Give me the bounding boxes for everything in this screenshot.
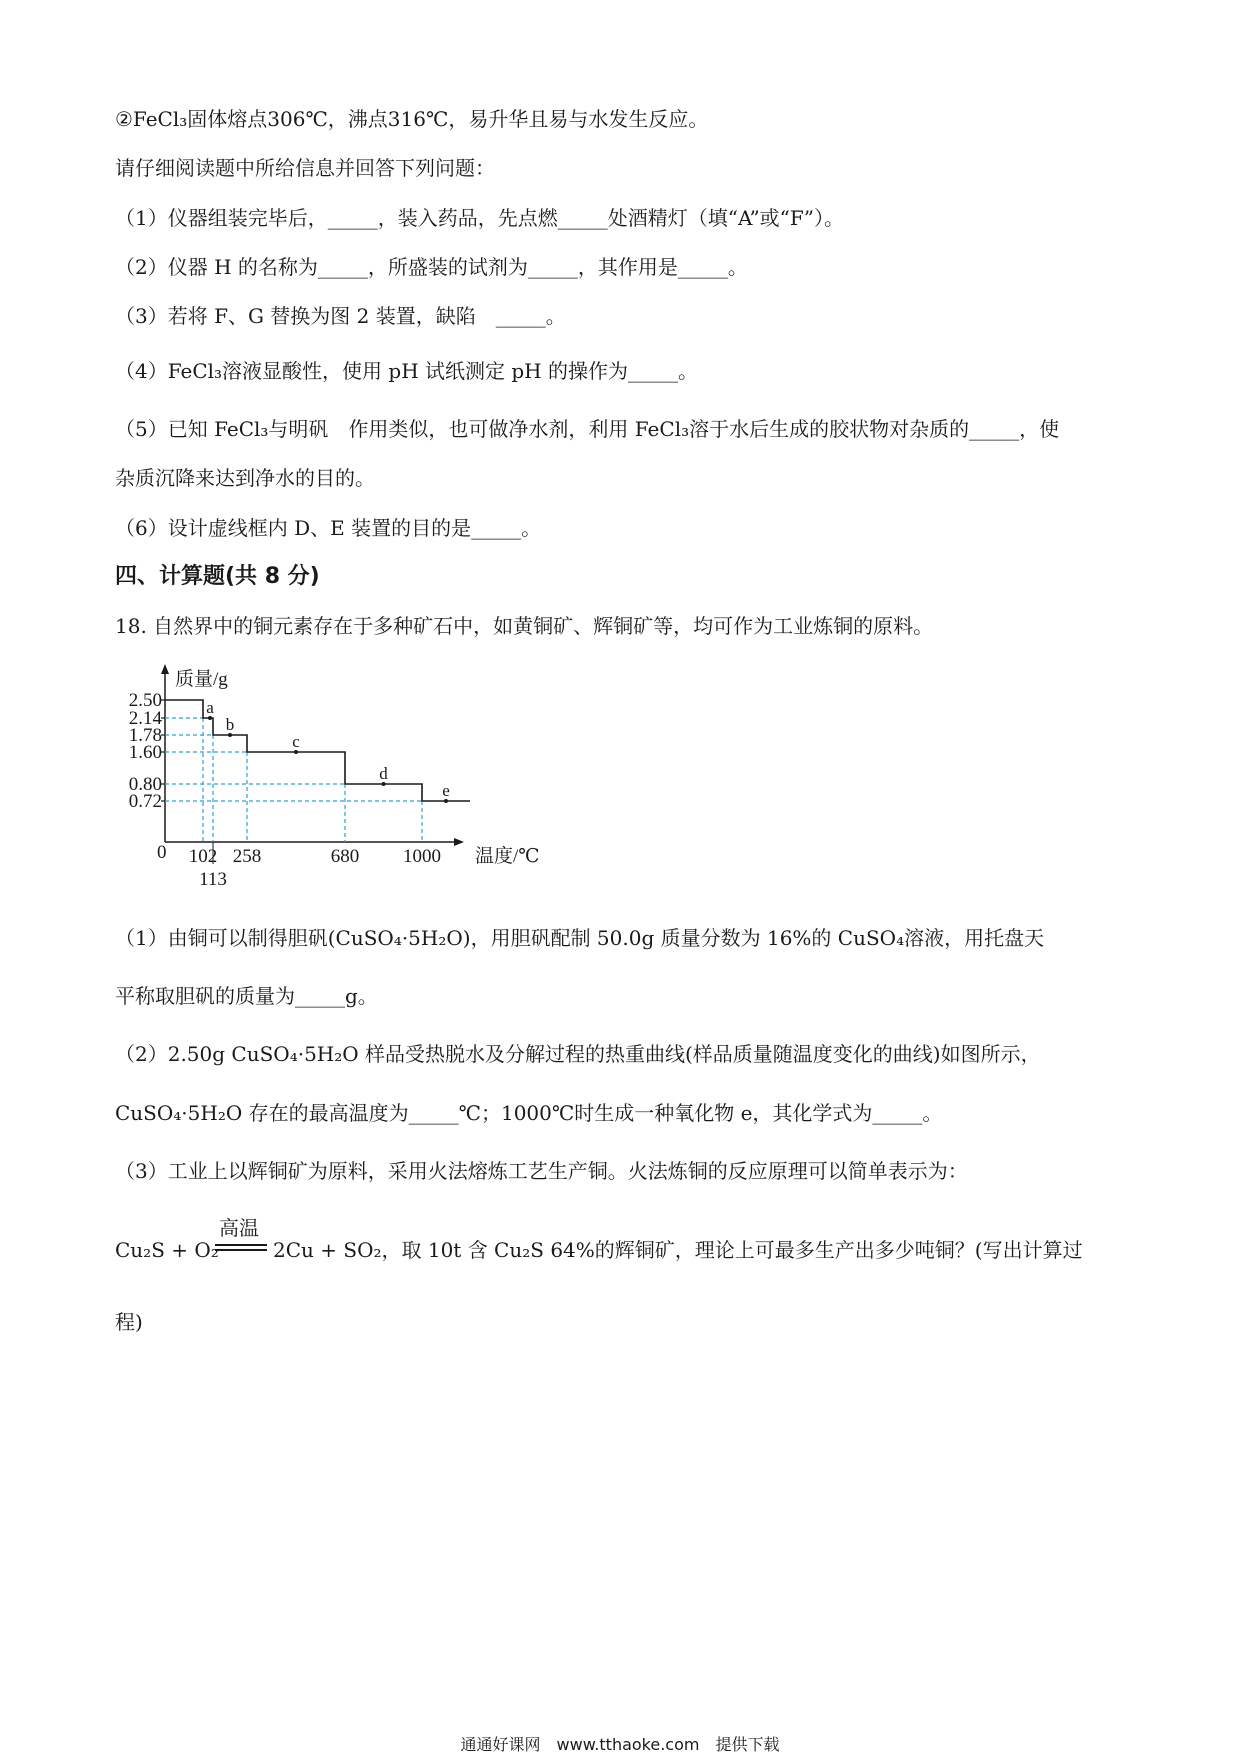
- question-6: （6）设计虚线框内 D、E 装置的目的是_____。: [115, 516, 542, 540]
- point-label: b: [225, 715, 235, 734]
- question-4: （4）FeCl₃溶液显酸性，使用 pH 试纸测定 pH 的操作为_____。: [115, 359, 698, 383]
- point-label: a: [206, 698, 214, 717]
- question-5: （5）已知 FeCl₃与明矾 作用类似，也可做净水剂，利用 FeCl₃溶于水后生成的胶状物对杂质的_____，使: [115, 417, 1060, 441]
- y-tick-label: 0.80: [128, 774, 162, 795]
- x-tick-label: 1000: [403, 846, 441, 867]
- y-axis-label: 质量/g: [175, 669, 228, 690]
- footer: 通通好课网 www.tthaoke.com 提供下载: [460, 1735, 780, 1754]
- equation-condition: 高温: [219, 1216, 259, 1240]
- question-3: （3）若将 F、G 替换为图 2 装置，缺陷 _____。: [115, 304, 566, 328]
- section-heading: 四、计算题(共 8 分): [115, 564, 320, 589]
- x-tick-label: 258: [232, 846, 262, 867]
- calc-question-3: （3）工业上以辉铜矿为原料，采用火法熔炼工艺生产铜。火法炼铜的反应原理可以简单表示为：: [115, 1159, 968, 1183]
- x-tick-label: 113: [199, 869, 227, 890]
- point-label: d: [379, 764, 388, 783]
- calc-question-2-cont: CuSO₄·5H₂O 存在的最高温度为_____℃；1000℃时生成一种氧化物 e，其化学式为_____。: [115, 1101, 943, 1125]
- question-5-cont: 杂质沉降来达到净水的目的。: [115, 466, 375, 490]
- origin-label: 0: [157, 842, 167, 863]
- x-axis-arrow: [454, 838, 464, 846]
- equation-products: 2Cu + SO₂，取 10t 含 Cu₂S 64%的辉铜矿，理论上可最多生产出多少吨铜？(写出计算过: [273, 1238, 1083, 1262]
- x-axis-label: 温度/℃: [475, 846, 540, 867]
- text-line: 请仔细阅读题中所给信息并回答下列问题：: [115, 156, 495, 180]
- question-2: （2）仪器 H 的名称为_____，所盛装的试剂为_____，其作用是_____。: [115, 255, 748, 279]
- question-1: （1）仪器组装完毕后，_____，装入药品，先点燃_____处酒精灯（填“A”或“F”）。: [115, 206, 845, 230]
- equation-double-line-top: [215, 1244, 267, 1246]
- point-label: e: [442, 781, 450, 800]
- x-tick-label: 102: [188, 846, 218, 867]
- point-label: c: [292, 732, 300, 751]
- calc-question-2: （2）2.50g CuSO₄·5H₂O 样品受热脱水及分解过程的热重曲线(样品质量随温度变化的曲线)如图所示，: [115, 1042, 1041, 1066]
- y-axis-arrow: [161, 664, 169, 674]
- equation-reactants: Cu₂S + O₂: [115, 1238, 219, 1262]
- thermogravimetric-chart: [115, 660, 555, 900]
- calc-question-1-cont: 平称取胆矾的质量为_____g。: [115, 984, 378, 1008]
- text-line: ②FeCl₃固体熔点306℃，沸点316℃，易升华且易与水发生反应。: [115, 107, 709, 131]
- y-tick-label: 2.50: [128, 690, 162, 711]
- y-tick-label: 1.60: [128, 742, 162, 763]
- y-tick-label: 1.78: [128, 725, 162, 746]
- y-tick-label: 0.72: [128, 791, 162, 812]
- equation-double-line-bottom: [215, 1249, 267, 1251]
- y-tick-label: 2.14: [128, 708, 162, 729]
- question-18-intro: 18. 自然界中的铜元素存在于多种矿石中，如黄铜矿、辉铜矿等，均可作为工业炼铜的原料。: [115, 614, 934, 638]
- calc-question-1: （1）由铜可以制得胆矾(CuSO₄·5H₂O)，用胆矾配制 50.0g 质量分数为 16%的 CuSO₄溶液，用托盘天: [115, 926, 1045, 950]
- calc-question-3-cont: 程): [115, 1310, 143, 1334]
- x-tick-label: 680: [330, 846, 360, 867]
- chemical-equation: [115, 1214, 1135, 1274]
